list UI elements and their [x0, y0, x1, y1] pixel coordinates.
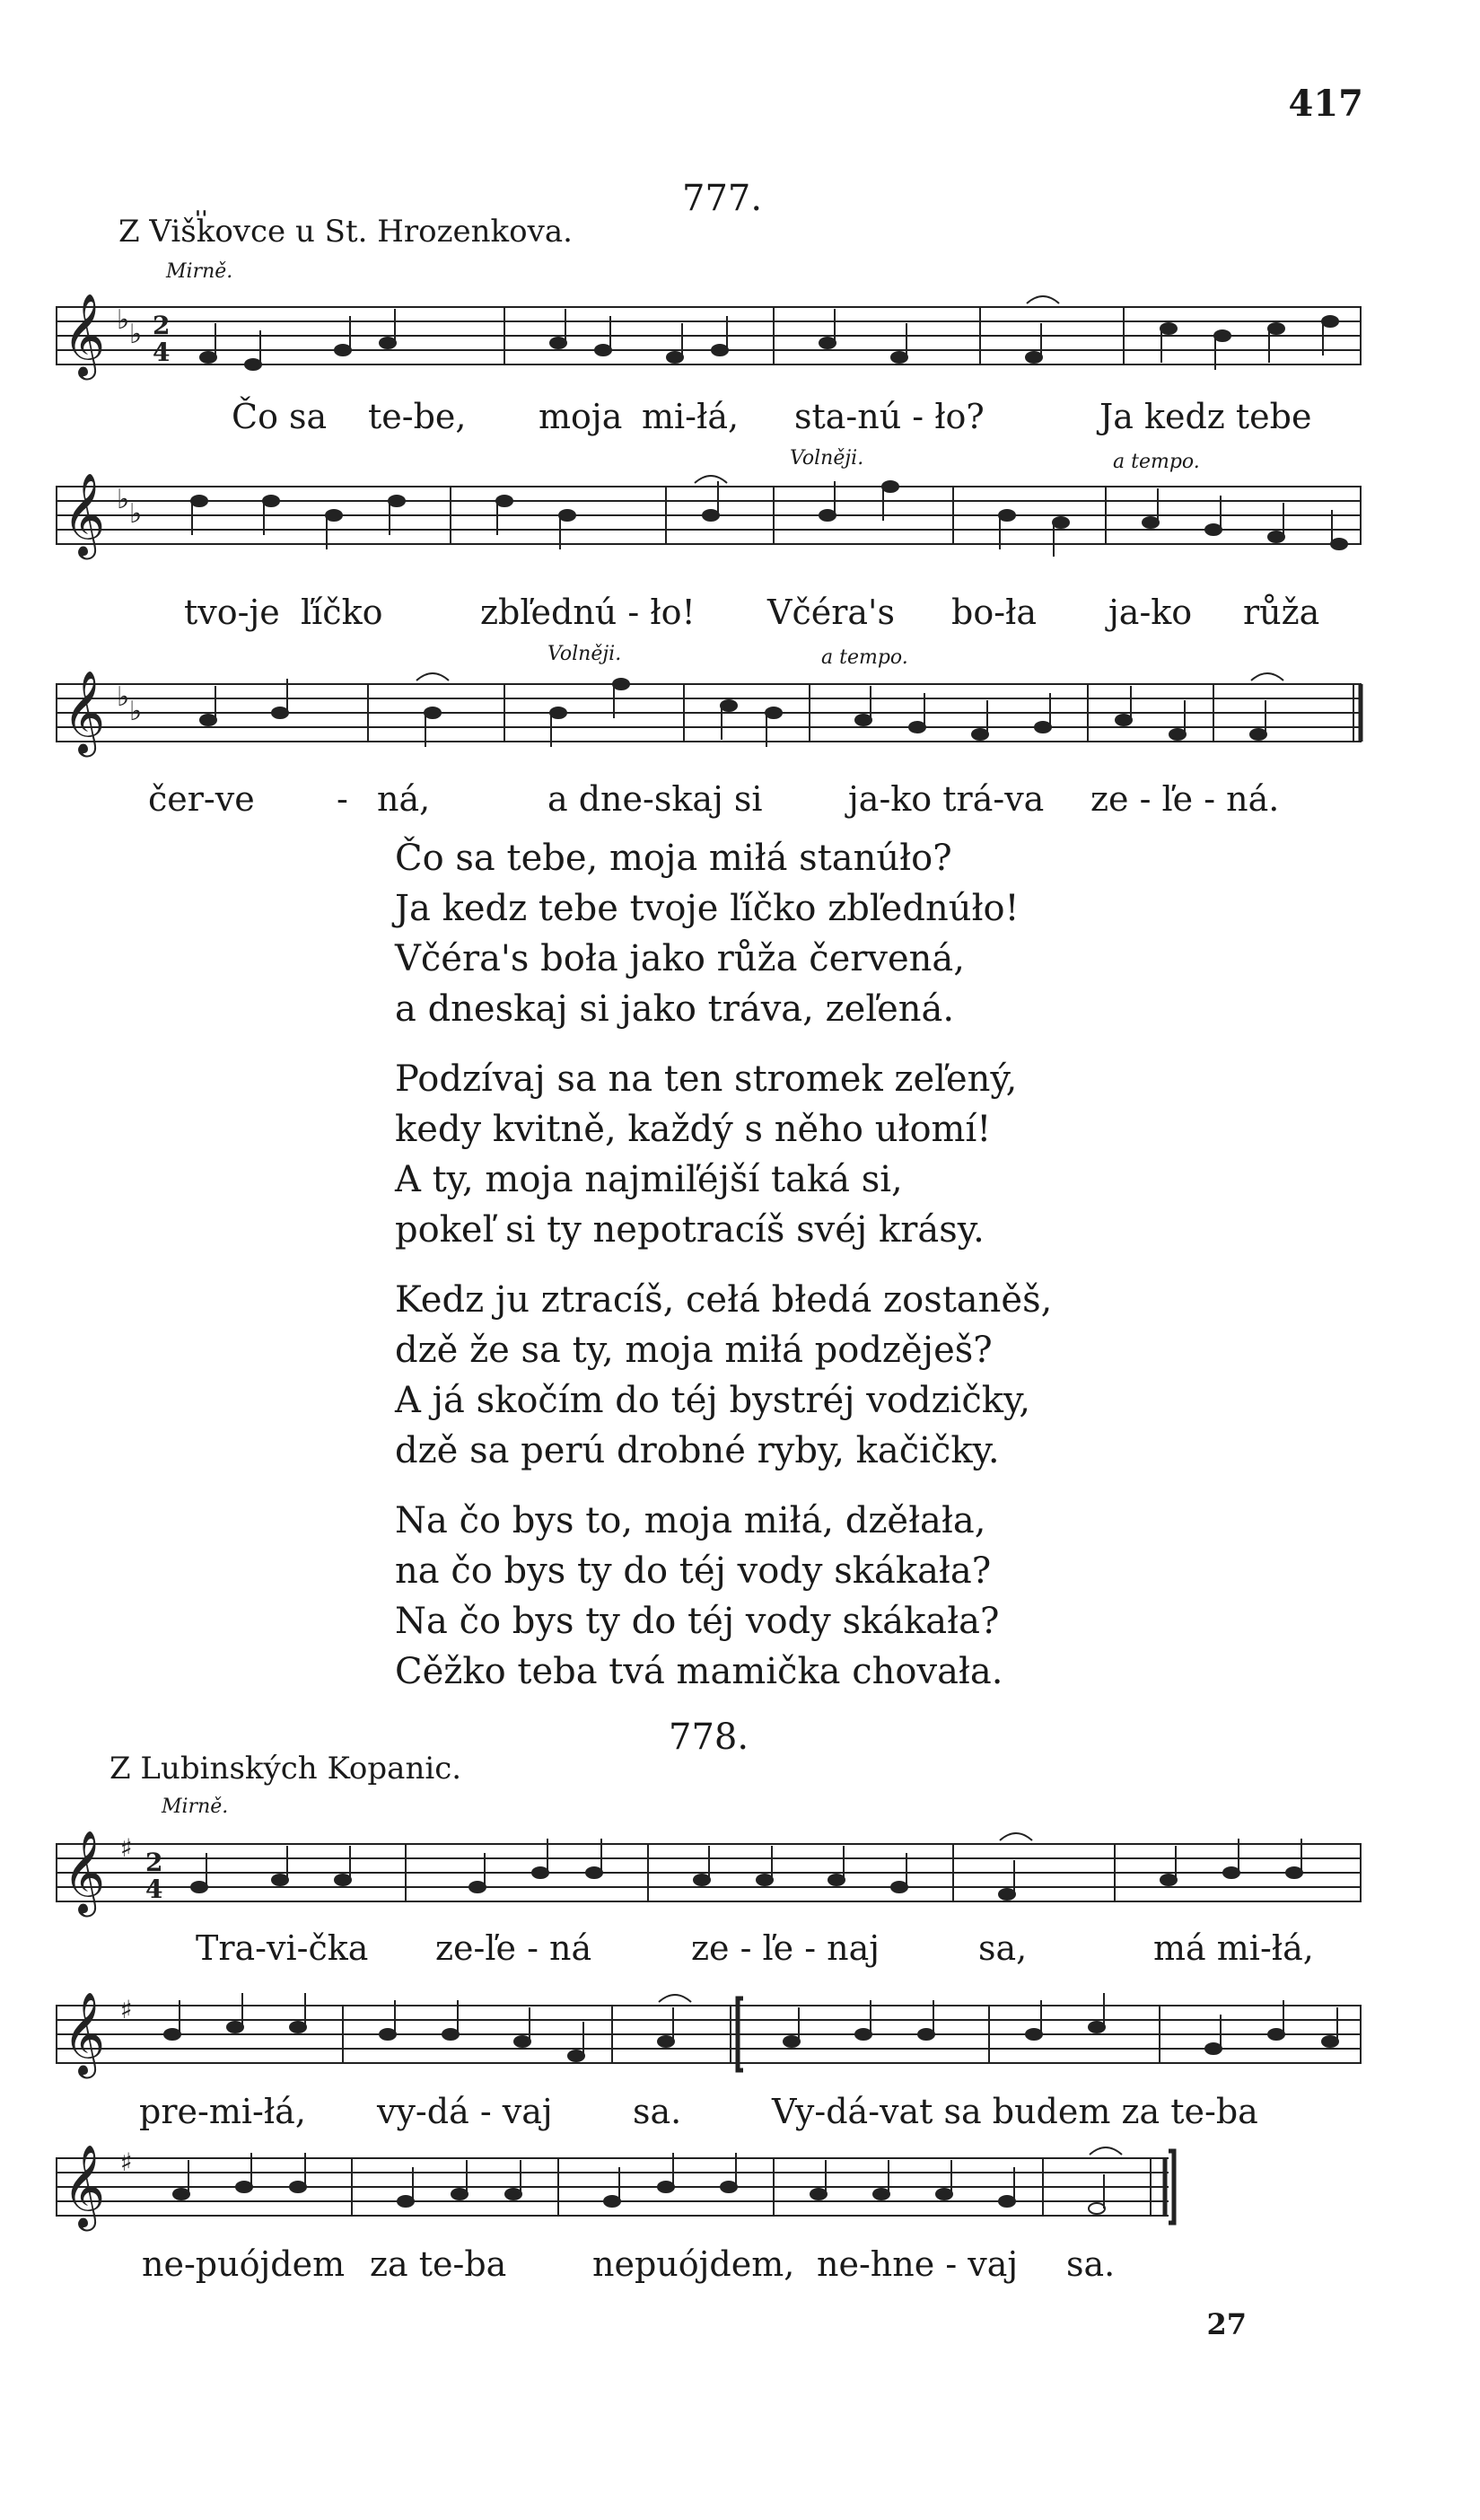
svg-text:2: 2	[145, 1848, 163, 1877]
song-number: 778.	[669, 1717, 749, 1758]
stanza: Na čo bys to, moja miłá, dzěłała, na čo bys ty do téj vody skákała? Na čo bys ty do téj vody skákała? Cěžko teba tvá mamička chovała.	[395, 1500, 1003, 1692]
music-staff	[56, 664, 1362, 763]
tempo-mark: a tempo.	[821, 646, 908, 669]
svg-text:4: 4	[145, 1875, 163, 1904]
song-origin: Z Višk̎ovce u St. Hrozenkova.	[118, 214, 573, 250]
song-origin: Z Lubinských Kopanic.	[109, 1751, 462, 1787]
svg-text:𝄞: 𝄞	[63, 2144, 106, 2227]
tempo-mark: Mirně.	[166, 260, 233, 283]
svg-text:2: 2	[153, 311, 171, 340]
stanza: Podzívaj sa na ten stromek zeľený, kedy kvitně, každý s něho ułomí! A ty, moja najmiľéjší taká si, pokeľ si ty nepotracíš svéj krásy.	[395, 1058, 1018, 1251]
svg-text:𝄞: 𝄞	[63, 472, 106, 556]
music-staff	[56, 2138, 1362, 2237]
song-stanzas	[395, 833, 1052, 1717]
tempo-mark: a tempo.	[1113, 451, 1200, 473]
stanza: Kedz ju ztracíš, cełá błedá zostaněš, dzě že sa ty, moja miłá podzěješ? A já skočím do téj bystréj vodzičky, dzě sa perú drobné ryby, kačičky.	[395, 1279, 1053, 1471]
music-staff	[56, 287, 1362, 386]
sheet-number: 27	[1206, 2307, 1247, 2341]
svg-text:♭: ♭	[117, 484, 130, 515]
tempo-mark: Mirně.	[162, 1796, 229, 1818]
music-staff	[56, 467, 1362, 566]
stanza: Čo sa tebe, moja miłá stanúło? Ja kedz tebe tvoje ľíčko zbľednúło! Včéra's boła jako růža červená, a dneskaj si jako tráva, zeľená.	[395, 838, 1020, 1030]
svg-text:♭: ♭	[117, 681, 130, 713]
svg-text:𝄞: 𝄞	[63, 670, 106, 753]
svg-text:𝄞: 𝄞	[63, 1830, 106, 1913]
svg-text:♭: ♭	[117, 304, 130, 336]
tempo-mark: Volněji.	[547, 643, 622, 665]
svg-text:♯: ♯	[120, 1995, 133, 2024]
svg-text:𝄞: 𝄞	[63, 1991, 106, 2075]
svg-text:♯: ♯	[120, 1833, 133, 1863]
music-staff	[56, 1986, 1362, 2085]
svg-text:4: 4	[153, 338, 171, 367]
svg-text:♭: ♭	[129, 319, 143, 350]
svg-text:♯: ♯	[120, 2147, 133, 2177]
song-number: 777.	[682, 178, 763, 219]
svg-text:♭: ♭	[129, 696, 143, 727]
tempo-mark: Volněji.	[790, 447, 864, 470]
svg-text:♭: ♭	[129, 498, 143, 530]
svg-text:𝄞: 𝄞	[63, 293, 106, 376]
music-staff	[56, 1824, 1362, 1923]
page-number: 417	[1288, 83, 1363, 125]
